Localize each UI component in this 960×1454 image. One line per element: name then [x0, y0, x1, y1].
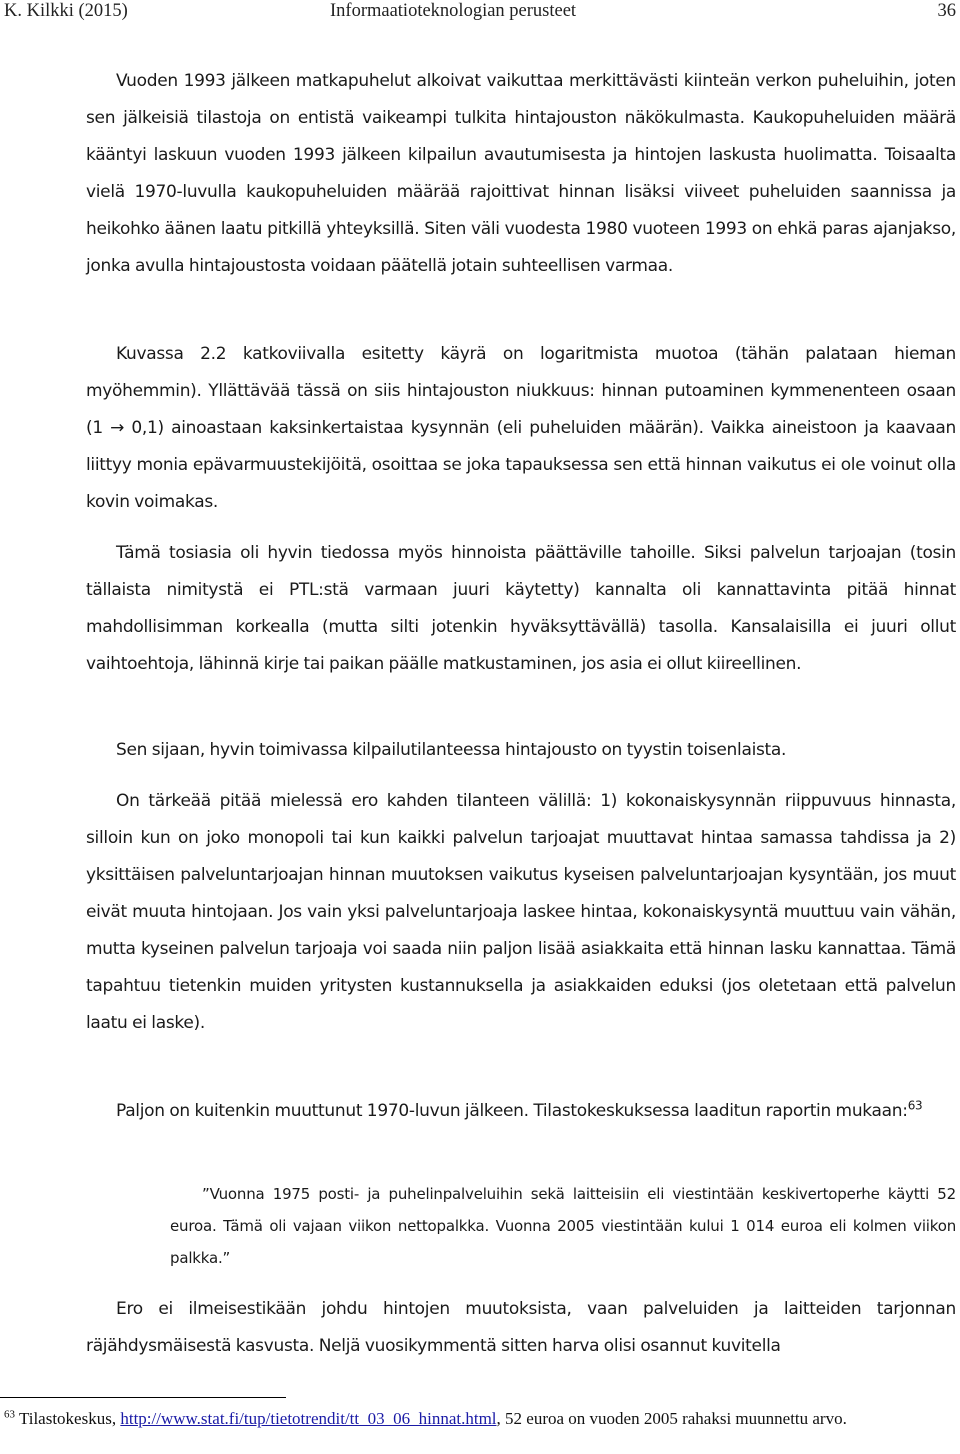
page-number: 36: [937, 1, 956, 21]
header-title: Informaatioteknologian perusteet: [330, 1, 577, 21]
quote-text: ”Vuonna 1975 posti- ja puhelinpalveluihin sekä laitteisiin eli viestintään keskivertoperhe käytti 52 euroa. Tämä oli vajaan viikon nettopalkka. Vuonna 2005 viestintään kului 1 014 euroa eli kolmen viikon palkka.”: [170, 1185, 956, 1267]
paragraph-6: [86, 1093, 956, 1130]
paragraph-7: Ero ei ilmeisestikään johdu hintojen muutoksista, vaan palveluiden ja laitteiden tarjonnan räjähdysmäisestä kasvusta. Neljä vuosikymmentä sitten harva olisi osannut kuvitella: [86, 1299, 956, 1356]
footnote: [4, 1407, 954, 1431]
block-quote: [170, 1178, 956, 1274]
page-header: [0, 0, 960, 26]
footnote-divider: [0, 1397, 286, 1398]
paragraph-4: Sen sijaan, hyvin toimivassa kilpailutilanteessa hintajousto on tyystin toisenlaista.: [116, 740, 787, 760]
footnote-reference[interactable]: 63: [907, 1098, 923, 1113]
paragraph-1: Vuoden 1993 jälkeen matkapuhelut alkoivat vaikuttaa merkittävästi kiinteän verkon puheluihin, joten sen jälkeisiä tilastoja on entistä vaikeampi tulkita hintajouston näkökulmasta. Kaukopuheluiden määrä kääntyi laskuun vuoden 1993 jälkeen kilpailun avautumisesta ja hintojen laskusta huolimatta. Toisaalta vielä 1970-luvulla kaukopuheluiden määrää rajoittivat hinnan lisäksi viiveet puheluiden saannissa ja heikohko äänen laatu pitkillä yhteyksillä. Siten väli vuodesta 1980 vuoteen 1993 on ehkä paras ajanjakso, jonka avulla hintajoustosta voidaan päätellä jotain suhteellisen varmaa.: [86, 71, 956, 276]
paragraph-5: On tärkeää pitää mielessä ero kahden tilanteen välillä: 1) kokonaiskysynnän riippuvuus hinnasta, silloin kun on joko monopoli tai kun kaikki palvelun tarjoajat muuttavat hintaa samassa tahdissa ja 2) yksittäisen palveluntarjoajan hinnan muutoksen vaikutus kyseisen palveluntarjoajan kysyntään, jos muut eivät muuta hintojaan. Jos vain yksi palveluntarjoaja laskee hintaa, kokonaiskysyntä muuttuu vain vähän, mutta kyseinen palvelun tarjoaja voi saada niin paljon lisää asiakkaita että hinnan lasku kannattaa. Tämä tapahtuu tietenkin muiden yritysten kustannuksella ja asiakkaiden eduksi (jos oletetaan että palvelun laatu ei laske).: [86, 791, 956, 1033]
footnote-prefix: Tilastokeskus,: [15, 1409, 121, 1428]
header-author: K. Kilkki (2015): [4, 1, 128, 21]
paragraph-3: Tämä tosiasia oli hyvin tiedossa myös hinnoista päättäville tahoille. Siksi palvelun tarjoajan (tosin tällaista nimitystä ei PTL:stä varmaan juuri käytetty) kannalta oli kannattavinta pitää hinnat mahdollisimman korkealla (mutta silti jotenkin hyväksyttävällä) tasolla. Kansalaisilla ei juuri ollut vaihtoehtoja, lähinnä kirje tai paikan päälle matkustaminen, jos asia ei ollut kiireellinen.: [86, 543, 956, 674]
footnote-number: 63: [4, 1408, 15, 1421]
footnote-link[interactable]: http://www.stat.fi/tup/tietotrendit/tt_03_06_hinnat.html: [120, 1409, 497, 1428]
paragraph-2: Kuvassa 2.2 katkoviivalla esitetty käyrä on logaritmista muotoa (tähän palataan hieman myöhemmin). Yllättävää tässä on siis hintajouston niukkuus: hinnan putoaminen kymmenenteen osaan (1 → 0,1) ainoastaan kaksinkertaistaa kysynnän (eli puheluiden määrän). Vaikka aineistoon ja kaavaan liittyy monia epävarmuustekijöitä, osoittaa se joka tapauksessa sen että hinnan vaikutus ei ole voinut olla kovin voimakas.: [86, 344, 956, 512]
paragraph-6-text: Paljon on kuitenkin muuttunut 1970-luvun jälkeen. Tilastokeskuksessa laaditun raportin mukaan:: [116, 1101, 908, 1121]
footnote-suffix: , 52 euroa on vuoden 2005 rahaksi muunnettu arvo.: [496, 1409, 847, 1428]
